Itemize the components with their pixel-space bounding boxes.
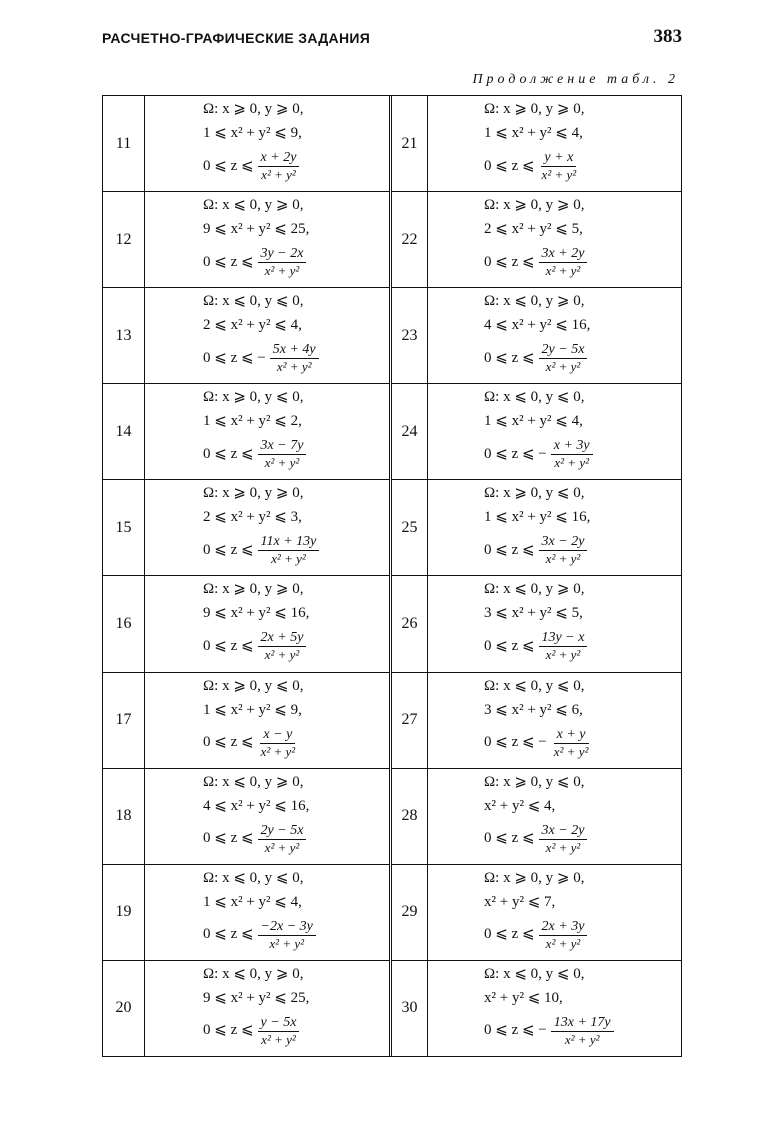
fraction-denominator: x² + y² <box>264 839 300 855</box>
page-header <box>102 26 682 50</box>
table-row <box>392 192 681 288</box>
fraction-numerator: 3x − 2y <box>539 824 588 840</box>
table-row <box>392 480 681 576</box>
annulus-condition: 9 ⩽ x² + y² ⩽ 25, <box>203 221 310 238</box>
variant-number: 21 <box>392 96 428 191</box>
table-row <box>392 769 681 865</box>
domain-condition: Ω: x ⩾ 0, y ⩽ 0, <box>484 773 585 790</box>
z-bounds: 0 ⩽ z ⩽ <box>203 734 254 751</box>
fraction-numerator: 2x + 3y <box>539 920 588 936</box>
height-condition <box>484 1016 681 1046</box>
height-condition <box>203 824 389 854</box>
domain-condition: Ω: x ⩽ 0, y ⩾ 0, <box>203 197 304 214</box>
variant-number: 29 <box>392 865 428 960</box>
height-condition <box>484 535 681 565</box>
variant-number: 24 <box>392 384 428 479</box>
variant-conditions <box>145 576 389 671</box>
fraction-denominator: x² + y² <box>545 839 581 855</box>
annulus-condition: 9 ⩽ x² + y² ⩽ 16, <box>203 605 310 622</box>
fraction <box>258 728 299 758</box>
fraction-denominator: x² + y² <box>564 1031 600 1047</box>
table-row <box>392 673 681 769</box>
variant-conditions <box>428 384 681 479</box>
annulus-condition: 3 ⩽ x² + y² ⩽ 5, <box>484 605 583 622</box>
fraction-denominator: x² + y² <box>271 551 306 567</box>
variant-number: 30 <box>392 961 428 1056</box>
fraction <box>258 535 320 565</box>
z-bounds: 0 ⩽ z ⩽ − <box>203 349 266 366</box>
fraction-numerator: 5x + 4y <box>270 343 319 359</box>
table-row <box>392 865 681 961</box>
fraction <box>539 151 580 181</box>
annulus-condition: 1 ⩽ x² + y² ⩽ 4, <box>203 893 302 910</box>
fraction <box>539 343 588 373</box>
table-row <box>103 384 389 480</box>
fraction-numerator: 3x − 2y <box>539 535 588 551</box>
table-row <box>103 961 389 1056</box>
variant-conditions <box>145 96 389 191</box>
fraction <box>258 631 307 661</box>
variants-column-right <box>392 96 681 1056</box>
z-bounds: 0 ⩽ z ⩽ <box>203 253 254 270</box>
fraction <box>258 247 307 277</box>
annulus-condition: 4 ⩽ x² + y² ⩽ 16, <box>203 797 310 814</box>
height-condition <box>484 439 681 469</box>
annulus-condition: 1 ⩽ x² + y² ⩽ 4, <box>484 125 583 141</box>
domain-condition: Ω: x ⩾ 0, y ⩾ 0, <box>203 101 304 117</box>
height-condition <box>203 439 389 469</box>
z-bounds: 0 ⩽ z ⩽ <box>484 926 535 943</box>
fraction-numerator: 3x + 2y <box>539 247 588 263</box>
variant-conditions <box>145 192 389 287</box>
fraction-denominator: x² + y² <box>264 263 300 279</box>
fraction-denominator: x² + y² <box>276 359 312 375</box>
variant-conditions <box>145 288 389 383</box>
height-condition <box>484 824 681 854</box>
fraction-numerator: y − 5x <box>258 1016 300 1032</box>
annulus-condition: 1 ⩽ x² + y² ⩽ 4, <box>484 413 583 430</box>
fraction <box>258 151 300 181</box>
fraction-denominator: x² + y² <box>553 743 589 759</box>
table-row <box>392 96 681 192</box>
variant-number: 14 <box>103 384 145 479</box>
height-condition <box>484 920 681 950</box>
fraction <box>258 1016 300 1046</box>
domain-condition: Ω: x ⩽ 0, y ⩽ 0, <box>203 869 304 886</box>
table-row <box>103 576 389 672</box>
fraction-numerator: 2y − 5x <box>258 824 307 840</box>
fraction <box>258 439 307 469</box>
variant-number: 11 <box>103 96 145 191</box>
variant-number: 18 <box>103 769 145 864</box>
domain-condition: Ω: x ⩾ 0, y ⩽ 0, <box>484 485 585 502</box>
height-condition <box>203 343 389 373</box>
height-condition <box>484 247 681 277</box>
variant-conditions <box>145 673 389 768</box>
variants-column-left <box>103 96 392 1056</box>
z-bounds: 0 ⩽ z ⩽ <box>484 541 535 558</box>
domain-condition: Ω: x ⩾ 0, y ⩾ 0, <box>203 485 304 502</box>
z-bounds: 0 ⩽ z ⩽ − <box>484 445 547 462</box>
fraction-denominator: x² + y² <box>261 167 296 182</box>
fraction <box>539 824 588 854</box>
table-row <box>392 961 681 1056</box>
fraction-denominator: x² + y² <box>545 551 581 567</box>
fraction-numerator: y + x <box>541 151 576 167</box>
table-row <box>103 673 389 769</box>
variant-number: 22 <box>392 192 428 287</box>
table-row <box>103 288 389 384</box>
z-bounds: 0 ⩽ z ⩽ <box>484 830 535 847</box>
variant-conditions <box>428 96 681 191</box>
fraction-denominator: x² + y² <box>545 935 581 951</box>
domain-condition: Ω: x ⩾ 0, y ⩾ 0, <box>203 581 304 598</box>
z-bounds: 0 ⩽ z ⩽ − <box>484 734 547 751</box>
domain-condition: Ω: x ⩾ 0, y ⩾ 0, <box>484 101 585 117</box>
table-caption: Продолжение табл. 2 <box>472 72 679 87</box>
fraction-numerator: 11x + 13y <box>258 535 320 551</box>
fraction <box>258 824 307 854</box>
annulus-condition: 3 ⩽ x² + y² ⩽ 6, <box>484 701 583 718</box>
fraction <box>539 247 588 277</box>
fraction-denominator: x² + y² <box>554 455 589 471</box>
table-row <box>392 576 681 672</box>
annulus-condition: 2 ⩽ x² + y² ⩽ 3, <box>203 509 302 526</box>
z-bounds: 0 ⩽ z ⩽ − <box>484 1022 547 1039</box>
annulus-condition: x² + y² ⩽ 7, <box>484 893 556 910</box>
domain-condition: Ω: x ⩽ 0, y ⩾ 0, <box>203 773 304 790</box>
z-bounds: 0 ⩽ z ⩽ <box>203 157 254 174</box>
variant-number: 27 <box>392 673 428 768</box>
variant-conditions <box>145 480 389 575</box>
annulus-condition: 1 ⩽ x² + y² ⩽ 9, <box>203 125 302 141</box>
height-condition <box>203 631 389 661</box>
fraction-denominator: x² + y² <box>545 647 581 663</box>
fraction-denominator: x² + y² <box>541 167 577 182</box>
fraction-denominator: x² + y² <box>260 743 296 759</box>
domain-condition: Ω: x ⩾ 0, y ⩽ 0, <box>203 677 304 694</box>
fraction-denominator: x² + y² <box>545 263 581 279</box>
height-condition <box>484 631 681 661</box>
variant-number: 19 <box>103 865 145 960</box>
height-condition <box>203 247 389 277</box>
domain-condition: Ω: x ⩾ 0, y ⩽ 0, <box>203 389 304 406</box>
domain-condition: Ω: x ⩽ 0, y ⩽ 0, <box>203 293 304 310</box>
table-row <box>103 865 389 961</box>
fraction-numerator: x − y <box>260 728 295 744</box>
running-title: РАСЧЕТНО-ГРАФИЧЕСКИЕ ЗАДАНИЯ <box>102 30 371 46</box>
variant-conditions <box>145 865 389 960</box>
fraction <box>551 1016 614 1046</box>
domain-condition: Ω: x ⩽ 0, y ⩾ 0, <box>484 293 585 310</box>
variant-conditions <box>428 576 681 671</box>
variant-conditions <box>428 673 681 768</box>
annulus-condition: 4 ⩽ x² + y² ⩽ 16, <box>484 317 591 334</box>
annulus-condition: 2 ⩽ x² + y² ⩽ 5, <box>484 221 583 238</box>
variant-number: 15 <box>103 480 145 575</box>
variant-number: 25 <box>392 480 428 575</box>
variant-number: 20 <box>103 961 145 1056</box>
z-bounds: 0 ⩽ z ⩽ <box>484 253 535 270</box>
table-row <box>103 96 389 192</box>
z-bounds: 0 ⩽ z ⩽ <box>203 830 254 847</box>
annulus-condition: 2 ⩽ x² + y² ⩽ 4, <box>203 317 302 334</box>
annulus-condition: 1 ⩽ x² + y² ⩽ 9, <box>203 701 302 718</box>
fraction-numerator: x + 3y <box>551 439 593 455</box>
fraction-numerator: x + 2y <box>258 151 300 167</box>
variant-conditions <box>428 288 681 383</box>
fraction <box>539 535 588 565</box>
table-row <box>103 769 389 865</box>
variant-conditions <box>428 769 681 864</box>
domain-condition: Ω: x ⩽ 0, y ⩾ 0, <box>203 965 304 982</box>
height-condition <box>203 1016 389 1046</box>
domain-condition: Ω: x ⩽ 0, y ⩽ 0, <box>484 965 585 982</box>
fraction-numerator: 2x + 5y <box>258 631 307 647</box>
z-bounds: 0 ⩽ z ⩽ <box>484 349 535 366</box>
z-bounds: 0 ⩽ z ⩽ <box>203 541 254 558</box>
fraction-numerator: 3x − 7y <box>258 439 307 455</box>
fraction <box>539 631 588 661</box>
domain-condition: Ω: x ⩾ 0, y ⩾ 0, <box>484 869 585 886</box>
table-row <box>392 288 681 384</box>
variant-number: 23 <box>392 288 428 383</box>
fraction-denominator: x² + y² <box>545 359 581 375</box>
variant-conditions <box>145 769 389 864</box>
page-number: 383 <box>653 26 682 47</box>
z-bounds: 0 ⩽ z ⩽ <box>203 445 254 462</box>
variant-number: 28 <box>392 769 428 864</box>
domain-condition: Ω: x ⩾ 0, y ⩾ 0, <box>484 197 585 214</box>
annulus-condition: 1 ⩽ x² + y² ⩽ 16, <box>484 509 591 526</box>
z-bounds: 0 ⩽ z ⩽ <box>203 926 254 943</box>
variant-conditions <box>428 480 681 575</box>
domain-condition: Ω: x ⩽ 0, y ⩽ 0, <box>484 389 585 406</box>
variant-number: 17 <box>103 673 145 768</box>
fraction-numerator: 3y − 2x <box>258 247 307 263</box>
z-bounds: 0 ⩽ z ⩽ <box>484 157 535 174</box>
domain-condition: Ω: x ⩽ 0, y ⩾ 0, <box>484 581 585 598</box>
table-row <box>392 384 681 480</box>
fraction-denominator: x² + y² <box>269 935 305 951</box>
variant-conditions <box>428 192 681 287</box>
height-condition <box>203 728 389 758</box>
variants-table <box>102 95 682 1057</box>
table-row <box>103 192 389 288</box>
annulus-condition: 9 ⩽ x² + y² ⩽ 25, <box>203 989 310 1006</box>
variant-number: 13 <box>103 288 145 383</box>
fraction <box>551 439 593 469</box>
fraction-denominator: x² + y² <box>264 455 300 471</box>
fraction <box>551 728 592 758</box>
variant-number: 26 <box>392 576 428 671</box>
variant-number: 12 <box>103 192 145 287</box>
height-condition <box>484 151 681 181</box>
table-row <box>103 480 389 576</box>
fraction <box>270 343 319 373</box>
annulus-condition: 1 ⩽ x² + y² ⩽ 2, <box>203 413 302 430</box>
variant-conditions <box>428 961 681 1056</box>
variant-number: 16 <box>103 576 145 671</box>
height-condition <box>203 920 389 950</box>
z-bounds: 0 ⩽ z ⩽ <box>203 1022 254 1039</box>
height-condition <box>203 151 389 181</box>
fraction-numerator: x + y <box>554 728 589 744</box>
variant-conditions <box>145 961 389 1056</box>
fraction-numerator: −2x − 3y <box>258 920 316 936</box>
domain-condition: Ω: x ⩽ 0, y ⩽ 0, <box>484 677 585 694</box>
height-condition <box>484 728 681 758</box>
z-bounds: 0 ⩽ z ⩽ <box>203 637 254 654</box>
variant-conditions <box>145 384 389 479</box>
fraction-numerator: 2y − 5x <box>539 343 588 359</box>
fraction-numerator: 13y − x <box>539 631 588 647</box>
fraction-denominator: x² + y² <box>264 647 300 663</box>
height-condition <box>203 535 389 565</box>
height-condition <box>484 343 681 373</box>
variant-conditions <box>428 865 681 960</box>
fraction-denominator: x² + y² <box>261 1031 296 1047</box>
z-bounds: 0 ⩽ z ⩽ <box>484 637 535 654</box>
annulus-condition: x² + y² ⩽ 4, <box>484 797 556 814</box>
fraction-numerator: 13x + 17y <box>551 1016 614 1032</box>
fraction <box>258 920 316 950</box>
fraction <box>539 920 588 950</box>
annulus-condition: x² + y² ⩽ 10, <box>484 989 563 1006</box>
